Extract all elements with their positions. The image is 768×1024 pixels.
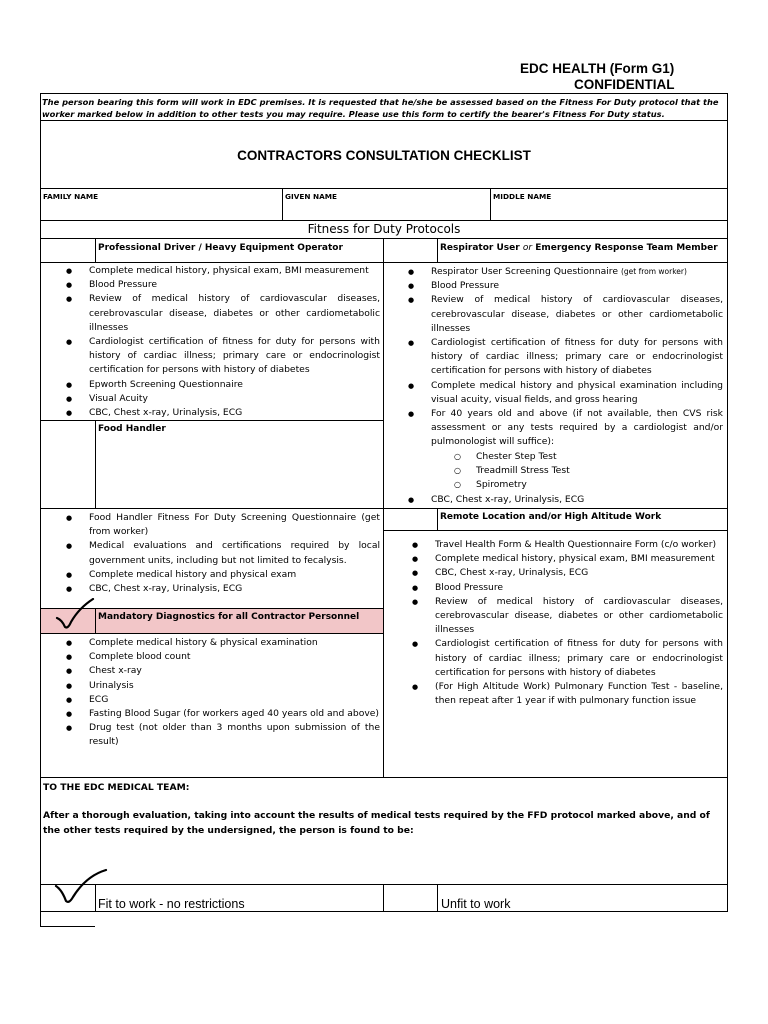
list-item: ● Urinalysis <box>42 679 380 693</box>
family-name-label: FAMILY NAME <box>43 192 99 201</box>
list-item: ● For 40 years old and above (if not available, then CVS risk assessment or any tests required by a cardiologist and/or pulmonologist will suffice): <box>384 407 723 450</box>
food-handler-checkbox[interactable] <box>95 420 96 509</box>
list-item: ● Drug test (not older than 3 months upon submission of the result) <box>42 721 380 749</box>
remote-checkbox[interactable] <box>437 508 438 530</box>
respirator-sublist <box>384 450 723 493</box>
remote-title: Remote Location and/or High Altitude Work <box>440 512 662 522</box>
list-item: ● Complete medical history and physical examination including visual acuity, visual fields, and gross hearing <box>384 379 723 407</box>
list-item: ● CBC, Chest x-ray, Urinalysis, ECG <box>42 582 380 596</box>
list-item: ● Complete blood count <box>42 650 380 664</box>
food-handler-list <box>42 511 380 596</box>
list-item: ● Review of medical history of cardiovascular diseases, cerebrovascular disease, diabetes or other cardiometabolic illnesses <box>388 595 723 638</box>
list-item: ● Respirator User Screening Questionnaire (get from worker) <box>384 265 723 279</box>
list-item: ● Chest x-ray <box>42 664 380 678</box>
list-item: ● CBC, Chest x-ray, Urinalysis, ECG <box>42 406 380 420</box>
list-item: ● Epworth Screening Questionnaire <box>42 378 380 392</box>
middle-name-label: MIDDLE NAME <box>493 192 552 201</box>
sub-item: ○ Treadmill Stress Test <box>384 464 723 478</box>
respirator-title: Respirator User or Emergency Response Team Member <box>440 243 718 253</box>
form-title: EDC HEALTH (Form G1) <box>520 61 675 76</box>
list-item: ● ECG <box>42 693 380 707</box>
list-item: ● Travel Health Form & Health Questionnaire Form (c/o worker) <box>388 538 723 552</box>
food-handler-title: Food Handler <box>98 424 166 434</box>
medical-team-statement: After a thorough evaluation, taking into account the results of medical tests required by the FFD protocol marked above, and of the other tests required by the undersigned, the person is found to be: <box>43 810 710 836</box>
list-item: ● Cardiologist certification of fitness for duty for persons with history of cardiac illness; primary care or endocrinologist certification for persons with history of diabetes <box>388 637 723 680</box>
driver-list <box>42 264 380 420</box>
list-item: ● Blood Pressure <box>42 278 380 292</box>
driver-checkbox[interactable] <box>95 238 96 263</box>
sub-item: ○ Spirometry <box>384 478 723 492</box>
confidential-label: CONFIDENTIAL <box>574 77 675 92</box>
mandatory-list <box>42 636 380 750</box>
list-item: ● Review of medical history of cardiovascular diseases, cerebrovascular disease, diabetes or other cardiometabolic illnesses <box>42 292 380 335</box>
protocols-title: Fitness for Duty Protocols <box>307 222 461 236</box>
list-item: ● Food Handler Fitness For Duty Screening Questionnaire (get from worker) <box>42 511 380 539</box>
sub-item: ○ Chester Step Test <box>384 450 723 464</box>
intro-text: The person bearing this form will work in EDC premises. It is requested that he/she be assessed based on the Fitness For Duty protocol that the worker marked below in addition to other tests you may require. Please use this form to certify the bearer's Fitness For Duty status. <box>42 97 719 119</box>
list-item: ● Medical evaluations and certifications required by local government units, including but not limited to fecalysis. <box>42 539 380 567</box>
remote-list <box>388 538 723 708</box>
list-item: ● CBC, Chest x-ray, Urinalysis, ECG <box>388 566 723 580</box>
list-item: ● (For High Altitude Work) Pulmonary Function Test - baseline, then repeat after 1 year if with pulmonary function issue <box>388 680 723 708</box>
list-item: ● CBC, Chest x-ray, Urinalysis, ECG <box>384 493 723 507</box>
list-item: ● Fasting Blood Sugar (for workers aged 40 years old and above) <box>42 707 380 721</box>
driver-title: Professional Driver / Heavy Equipment Operator <box>98 243 343 253</box>
list-item: ● Complete medical history & physical examination <box>42 636 380 650</box>
respirator-checkbox[interactable] <box>437 238 438 263</box>
list-item: ● Cardiologist certification of fitness for duty for persons with history of cardiac illness; primary care or endocrinologist certification for persons with history of diabetes <box>384 336 723 379</box>
list-item: ● Blood Pressure <box>388 581 723 595</box>
medical-team-heading: TO THE EDC MEDICAL TEAM: <box>43 782 190 793</box>
mandatory-title: Mandatory Diagnostics for all Contractor Personnel <box>98 612 360 622</box>
mandatory-checkbox[interactable] <box>95 608 96 633</box>
checklist-title: CONTRACTORS CONSULTATION CHECKLIST <box>237 148 531 163</box>
checkmark-icon <box>55 598 95 632</box>
unfit-to-work-option[interactable]: Unfit to work <box>441 897 511 911</box>
list-item: ● Cardiologist certification of fitness for duty for persons with history of cardiac illness; primary care or endocrinologist certification for persons with history of diabetes <box>42 335 380 378</box>
respirator-last <box>384 493 723 507</box>
list-item: ● Blood Pressure <box>384 279 723 293</box>
fit-to-work-option[interactable]: Fit to work - no restrictions <box>98 897 245 911</box>
list-item: ● Complete medical history, physical exam, BMI measurement <box>42 264 380 278</box>
respirator-list <box>384 265 723 450</box>
list-item: ● Complete medical history, physical exam, BMI measurement <box>388 552 723 566</box>
unfit-checkbox[interactable] <box>437 884 438 912</box>
list-item: ● Visual Acuity <box>42 392 380 406</box>
list-item: ● Complete medical history and physical exam <box>42 568 380 582</box>
list-item: ● Review of medical history of cardiovascular diseases, cerebrovascular disease, diabetes or other cardiometabolic illnesses <box>384 293 723 336</box>
given-name-label: GIVEN NAME <box>285 192 337 201</box>
